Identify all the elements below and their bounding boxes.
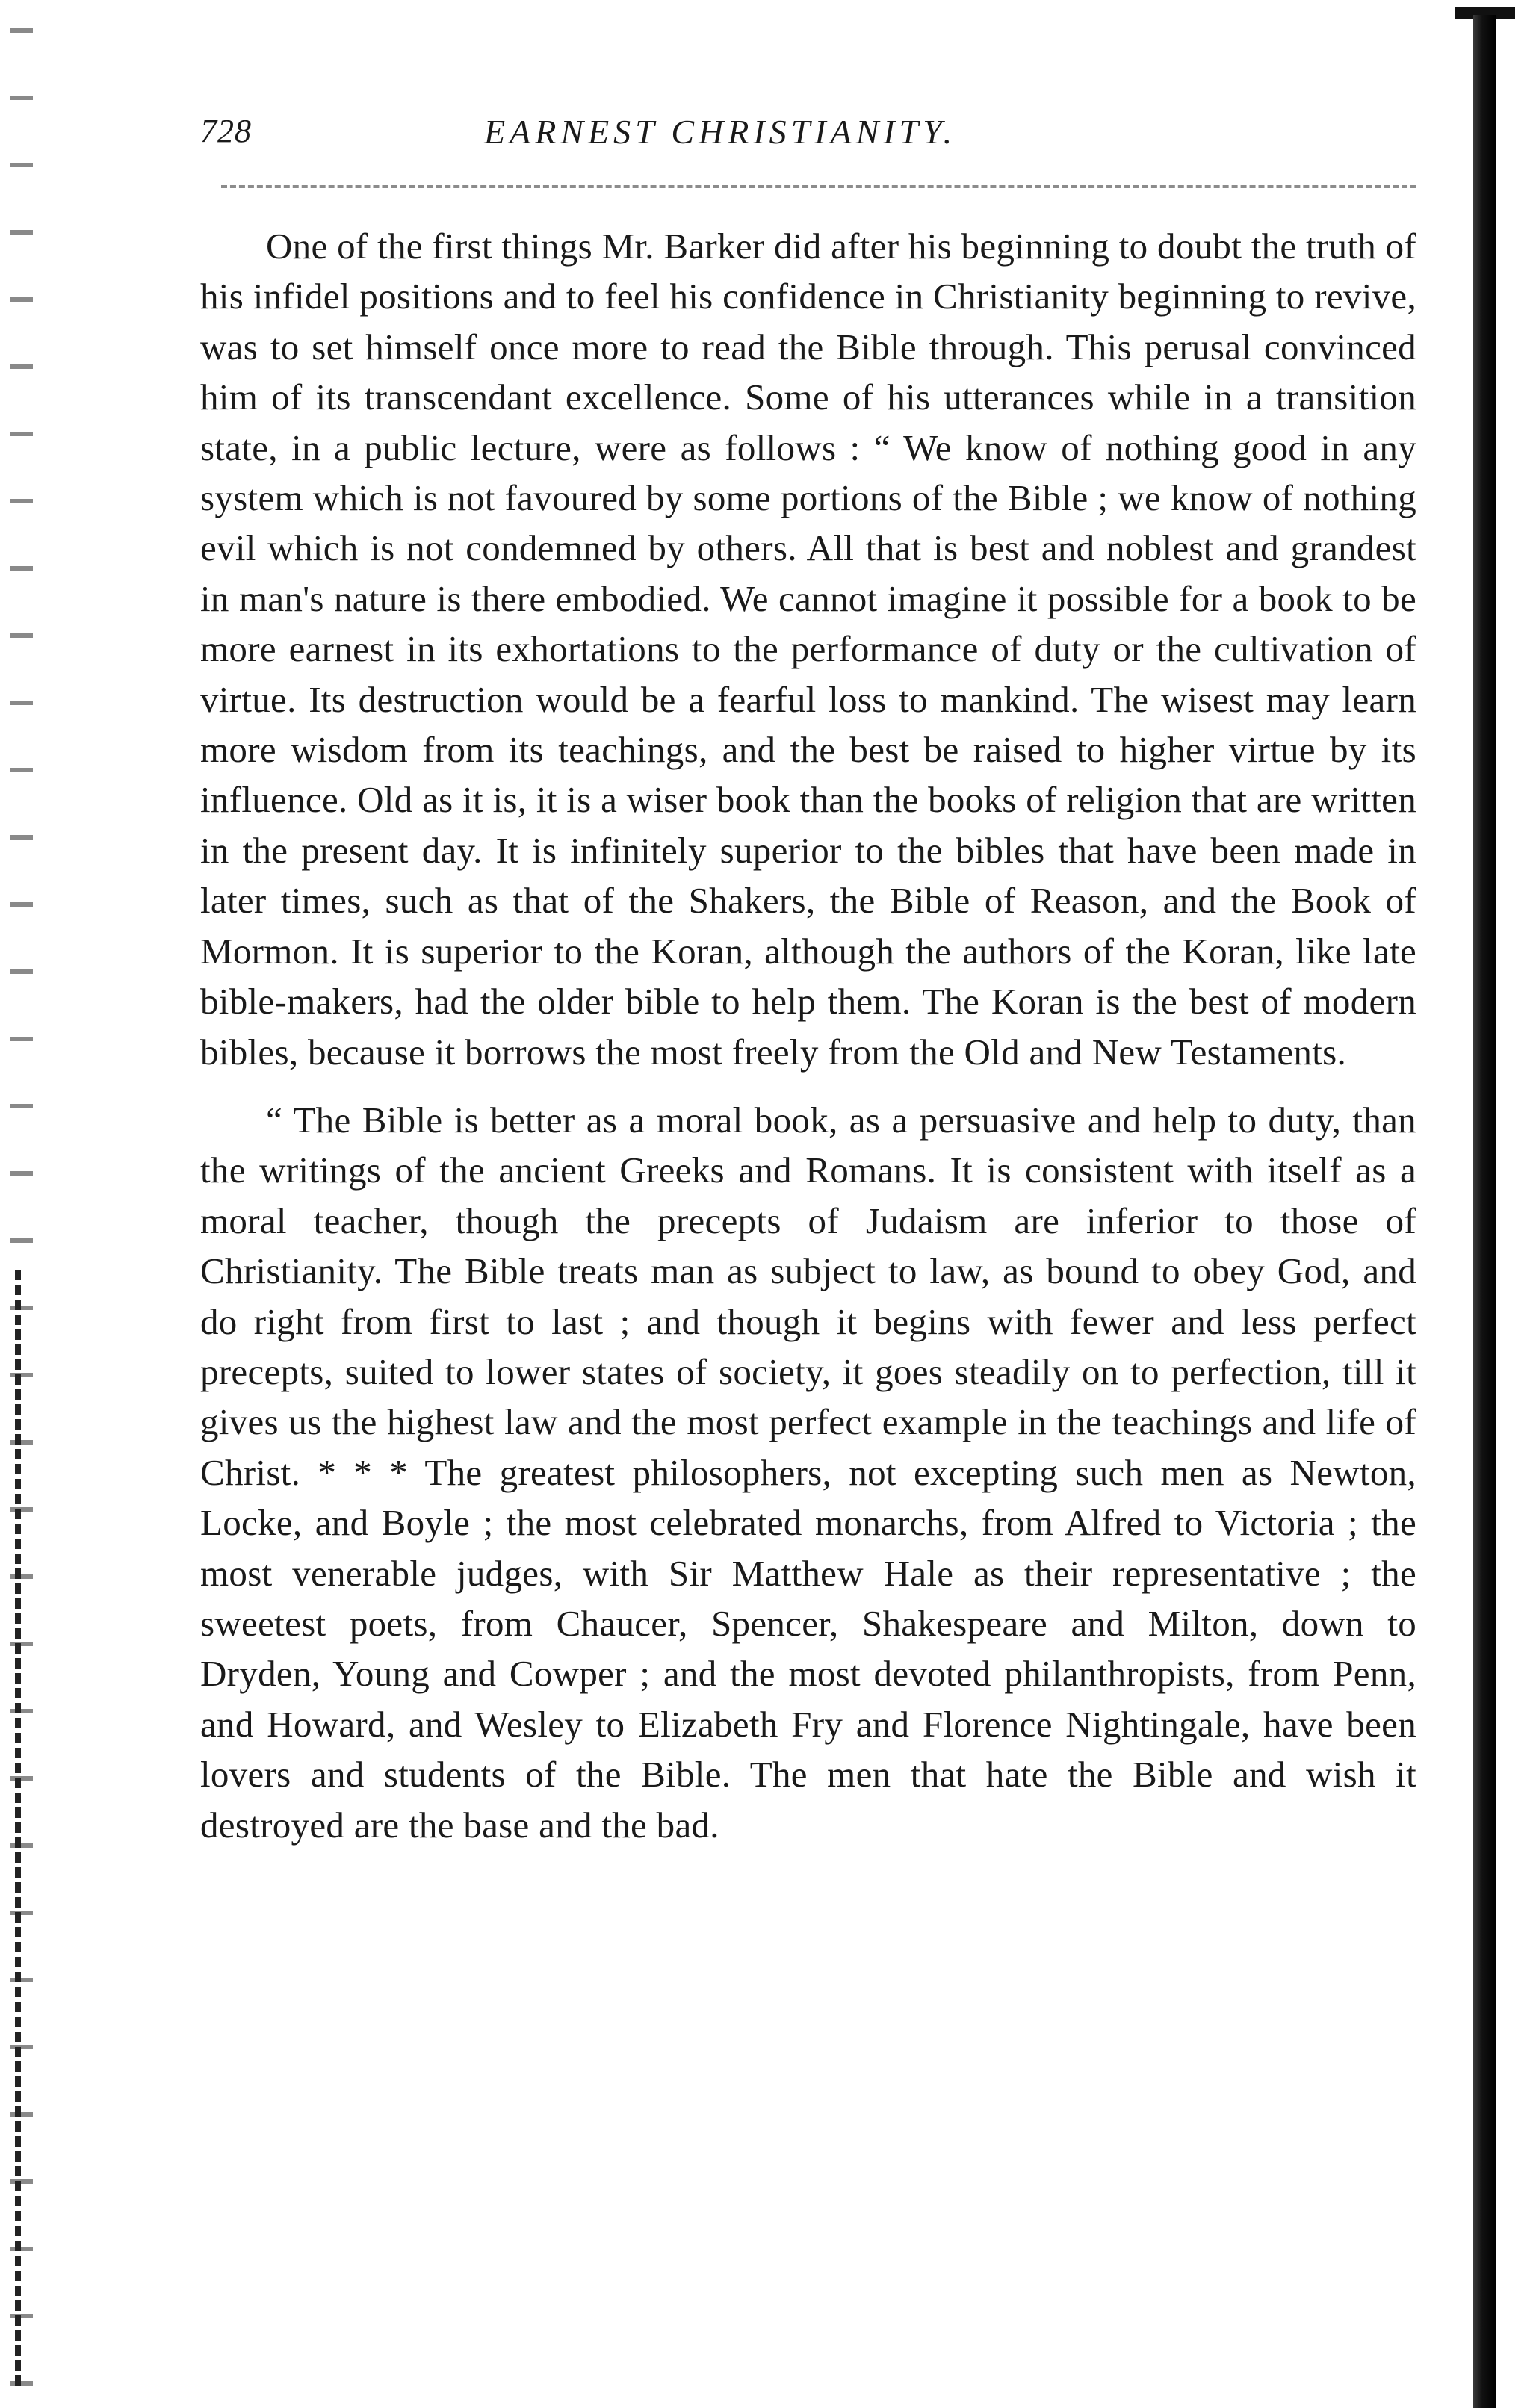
- header-rule: [221, 185, 1416, 191]
- scan-gutter-line: [15, 1270, 21, 2390]
- running-head: EARNEST CHRISTIANITY.: [484, 113, 957, 151]
- scan-gutter-left: [10, 0, 33, 2408]
- body-text: [200, 221, 1416, 1850]
- paragraph-2: “ The Bible is better as a moral book, as a persuasive and help to duty, than the writings of the ancient Greeks and Romans. It is consistent with itself as a moral teacher, though the precepts of Judaism are inferior to those of Christianity. The Bible treats man as subject to law, as bound to obey God, and do right from first to last ; and though it begins with fewer and less perfect precepts, suited to lower states of society, it goes steadily on to perfection, till it gives us the highest law and the most perfect example in the teachings and life of Christ. * * * The greatest philosophers, not excepting such men as Newton, Locke, and Boyle ; the most celebrated monarchs, from Alfred to Victoria ; the most venerable judges, with Sir Matthew Hale as their representative ; the sweetest poets, from Chaucer, Spencer, Shakespeare and Milton, down to Dryden, Young and Cowper ; and the most devoted philanthropists, from Penn, and Howard, and Wesley to Elizabeth Fry and Florence Nightingale, have been lovers and students of the Bible. The men that hate the Bible and wish it destroyed are the base and the bad.: [200, 1099, 1416, 1846]
- page-header: [200, 112, 1425, 164]
- binding-edge: [1473, 15, 1496, 2408]
- paragraph-1: One of the first things Mr. Barker did after his beginning to doubt the truth of his infidel positions and to feel his confidence in Christianity beginning to revive, was to set himself once more to read the Bible through. This perusal convinced him of its transcendant excellence. Some of his utterances while in a transition state, in a public lecture, were as follows : “ We know of nothing good in any system which is not favoured by some portions of the Bible ; we know of nothing evil which is not condemned by others. All that is best and noblest and grandest in man's nature is there embodied. We cannot imagine it possible for a book to be more earnest in its exhortations to the performance of duty or the cultivation of virtue. Its destruction would be a fearful loss to mankind. The wisest may learn more wisdom from its teachings, and the best be raised to higher virtue by its influence. Old as it is, it is a wiser book than the books of religion that are written in the present day. It is infinitely superior to the bibles that have been made in later times, such as that of the Shakers, the Bible of Reason, and the Book of Mormon. It is superior to the Koran, although the authors of the Koran, like late bible-makers, had the older bible to help them. The Koran is the best of modern bibles, because it borrows the most freely from the Old and New Testaments.: [200, 226, 1417, 1073]
- page-number: 728: [200, 113, 252, 149]
